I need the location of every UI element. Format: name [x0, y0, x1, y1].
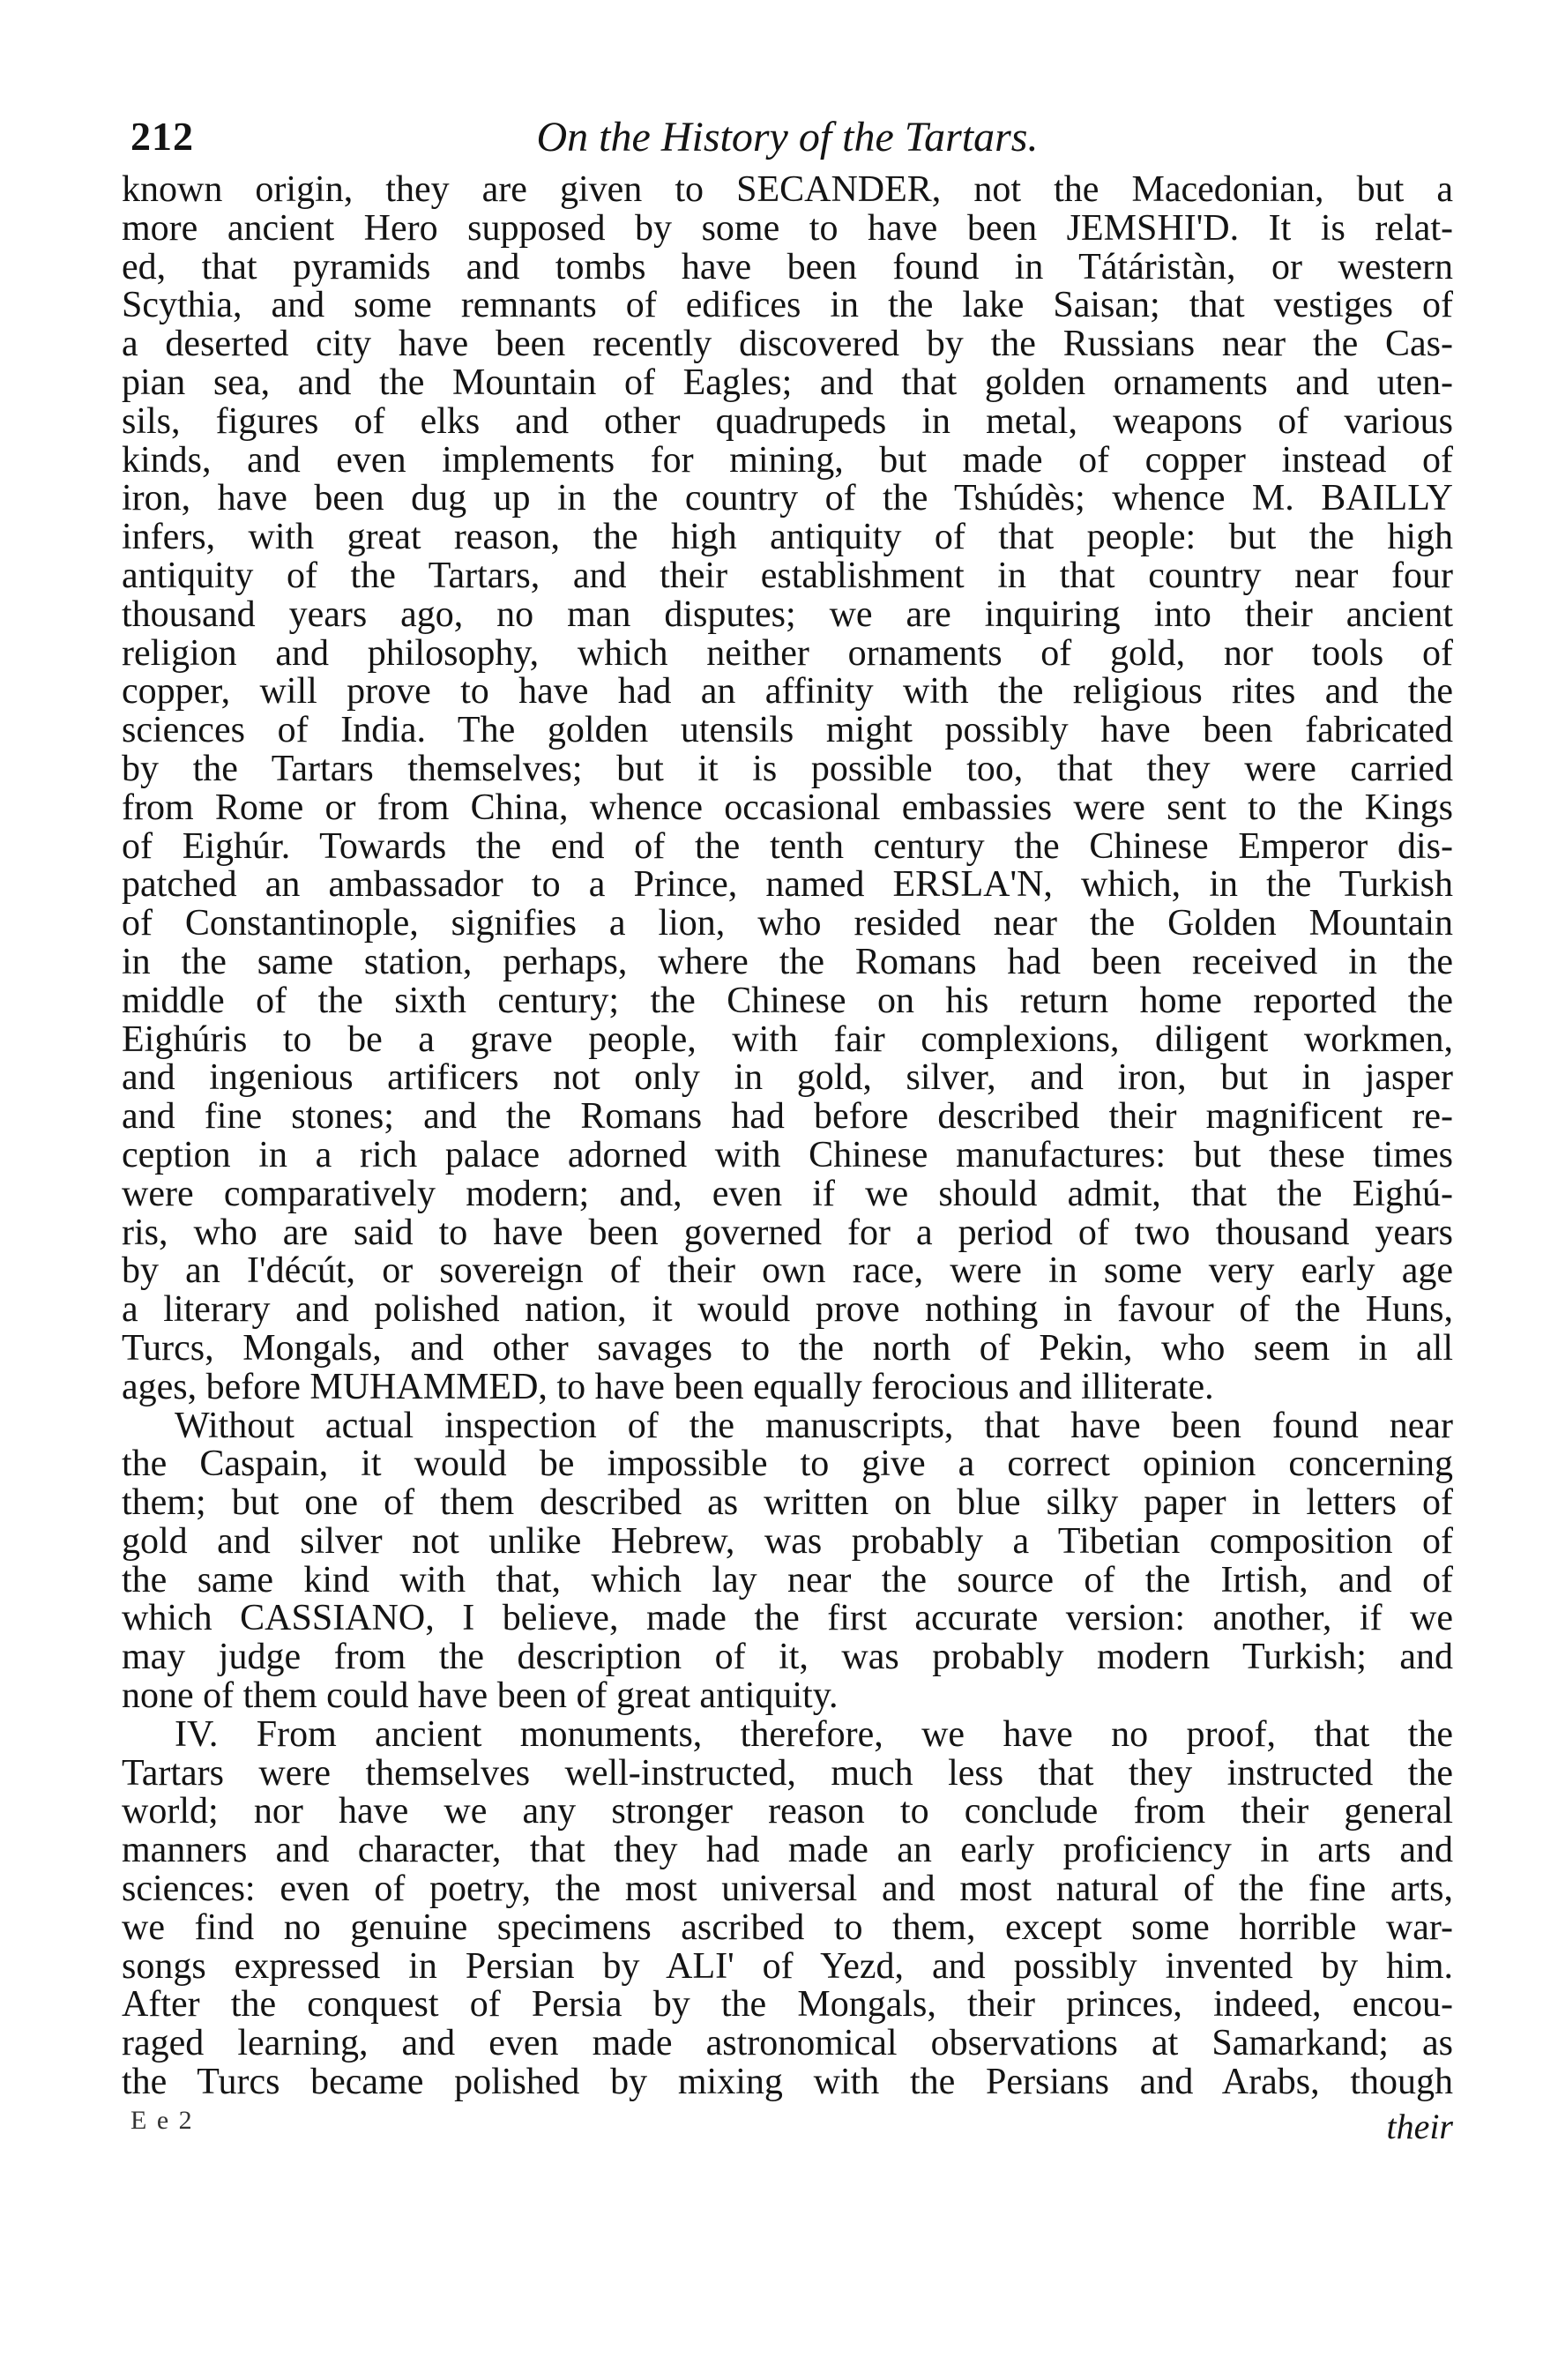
text-line: antiquity of the Tartars, and their establishment in that country near four	[122, 556, 1453, 596]
text-line: from Rome or from China, whence occasional embassies were sent to the Kings	[122, 788, 1453, 828]
text-line: more ancient Hero supposed by some to have been JEMSHI'D. It is relat-	[122, 209, 1453, 249]
text-line: sciences of India. The golden utensils might possibly have been fabricated	[122, 712, 1453, 750]
text-line: ris, who are said to have been governed for a period of two thousand years	[122, 1213, 1453, 1253]
text-line: and ingenious artificers not only in gold, silver, and iron, but in jasper	[122, 1059, 1453, 1099]
text-line: pian sea, and the Mountain of Eagles; and that golden ornaments and uten-	[122, 363, 1453, 403]
text-line: we find no genuine specimens ascribed to them, except some horrible war-	[122, 1908, 1453, 1948]
text-line: known origin, they are given to SECANDER, not the Macedonian, but a	[122, 171, 1453, 210]
text-line: IV. From ancient monuments, therefore, we have no proof, that the	[175, 1715, 1453, 1755]
text-line: religion and philosophy, which neither ornaments of gold, nor tools of	[122, 634, 1453, 674]
page-number: 212	[130, 114, 194, 159]
text-line: were comparatively modern; and, even if we should admit, that the Eighú-	[122, 1175, 1453, 1214]
text-line: and fine stones; and the Romans had before described their magnificent re-	[122, 1098, 1453, 1137]
text-line: iron, have been dug up in the country of the Tshúdès; whence M. BAILLY	[122, 480, 1453, 519]
text-line: Turcs, Mongals, and other savages to the north of Pekin, who seem in all	[122, 1329, 1453, 1369]
text-line: thousand years ago, no man disputes; we are inquiring into their ancient	[122, 595, 1453, 635]
text-line: ed, that pyramids and tombs have been found in Tátáristàn, or western	[122, 248, 1453, 287]
text-line: sils, figures of elks and other quadrupeds in metal, weapons of various	[122, 402, 1453, 442]
text-line: copper, will prove to have had an affinity with the religious rites and the	[122, 673, 1453, 713]
text-line: a literary and polished nation, it would prove nothing in favour of the Huns,	[122, 1291, 1453, 1330]
text-line: the Turcs became polished by mixing with the Persians and Arabs, though	[122, 2063, 1453, 2102]
text-line: of Constantinople, signifies a lion, who resided near the Golden Mountain	[122, 905, 1453, 944]
text-line: may judge from the description of it, was probably modern Turkish; and	[122, 1638, 1453, 1678]
text-line: world; nor have we any stronger reason to conclude from their general	[122, 1793, 1453, 1832]
page-header	[122, 113, 1453, 169]
text-line: the Caspain, it would be impossible to give a correct opinion concerning	[122, 1445, 1453, 1485]
text-line: infers, with great reason, the high antiquity of that people: but the high	[122, 519, 1453, 557]
text-line: kinds, and even implements for mining, but made of copper instead of	[122, 441, 1453, 481]
text-line: Eighúris to be a grave people, with fair complexions, diligent workmen,	[122, 1020, 1453, 1060]
text-line: in the same station, perhaps, where the Romans had been received in the	[122, 943, 1453, 982]
text-line: gold and silver not unlike Hebrew, was probably a Tibetian composition of	[122, 1522, 1453, 1562]
text-line: manners and character, that they had made an early proficiency in arts and	[122, 1832, 1453, 1871]
page-footer	[122, 2106, 1453, 2146]
text-line: Without actual inspection of the manuscripts, that have been found near	[175, 1406, 1453, 1446]
text-line: patched an ambassador to a Prince, named ERSLA'N, which, in the Turkish	[122, 866, 1453, 906]
text-line: by the Tartars themselves; but it is possible too, that they were carried	[122, 750, 1453, 789]
text-line: ages, before MUHAMMED, to have been equally ferocious and illiterate.	[122, 1368, 1214, 1407]
text-line: Scythia, and some remnants of edifices in the lake Saisan; that vestiges of	[122, 287, 1453, 326]
text-line: a deserted city have been recently discovered by the Russians near the Cas-	[122, 325, 1453, 364]
catchword: their	[1386, 2106, 1453, 2146]
text-line: middle of the sixth century; the Chinese on his return home reported the	[122, 981, 1453, 1021]
text-line: none of them could have been of great antiquity.	[122, 1677, 839, 1716]
text-line: raged learning, and even made astronomical observations at Samarkand; as	[122, 2025, 1453, 2064]
printer-signature: E e 2	[130, 2105, 194, 2135]
text-line: Tartars were themselves well-instructed, much less that they instructed the	[122, 1754, 1453, 1794]
text-line: which CASSIANO, I believe, made the first accurate version: another, if we	[122, 1600, 1453, 1639]
text-line: the same kind with that, which lay near the source of the Irtish, and of	[122, 1561, 1453, 1600]
text-line: them; but one of them described as written on blue silky paper in letters of	[122, 1484, 1453, 1523]
text-line: songs expressed in Persian by ALI' of Yezd, and possibly invented by him.	[122, 1947, 1453, 1987]
text-line: After the conquest of Persia by the Mongals, their princes, indeed, encou-	[122, 1986, 1453, 2026]
running-title: On the History of the Tartars.	[536, 114, 1039, 160]
body-text	[122, 171, 1453, 2102]
text-line: ception in a rich palace adorned with Chinese manufactures: but these times	[122, 1136, 1453, 1175]
text-line: of Eighúr. Towards the end of the tenth century the Chinese Emperor dis-	[122, 827, 1453, 867]
text-line: sciences: even of poetry, the most universal and most natural of the fine arts,	[122, 1870, 1453, 1909]
text-line: by an I'décút, or sovereign of their own race, were in some very early age	[122, 1252, 1453, 1292]
